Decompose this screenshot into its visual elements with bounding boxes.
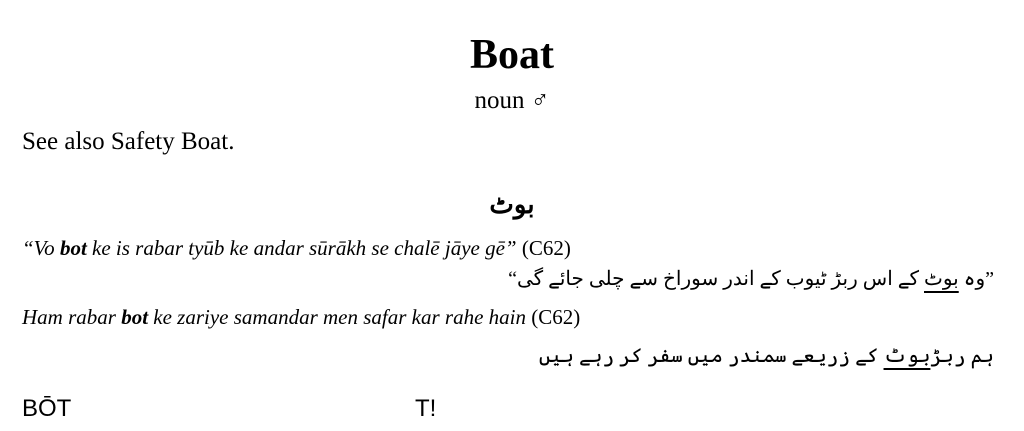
urdu-1-keyword: بوٹ bbox=[924, 268, 959, 290]
urdu-2-pre: ہم ربڑ bbox=[930, 345, 994, 367]
urdu-sentence-1 bbox=[508, 265, 994, 293]
entry-code: T! bbox=[415, 395, 437, 422]
transliteration: BŌT bbox=[22, 395, 72, 422]
urdu-2-keyword: بوٹ bbox=[883, 345, 931, 367]
example-2-citation: (C62) bbox=[531, 305, 581, 329]
example-sentence-2 bbox=[22, 304, 580, 330]
part-of-speech bbox=[0, 86, 1024, 116]
urdu-sentence-2 bbox=[539, 342, 994, 370]
part-of-speech-label: noun bbox=[474, 87, 525, 114]
urdu-1-post: کے اس ربڑ ٹیوب کے اندر سوراخ سے چلی جائے گی“ bbox=[508, 268, 924, 290]
urdu-1-pre: ”وہ bbox=[958, 268, 994, 290]
urdu-2-post: کے زریعے سمندر میں سفر کر رہے ہیں bbox=[538, 345, 884, 367]
example-sentence-1 bbox=[22, 235, 571, 261]
see-also-note: See also Safety Boat. bbox=[22, 128, 235, 155]
example-2-pre: Ham rabar bbox=[22, 305, 122, 329]
example-1-citation: (C62) bbox=[521, 236, 571, 260]
example-1-post: ke is rabar tyūb ke andar sūrākh se chalē jāye gē” bbox=[86, 236, 517, 260]
headword: Boat bbox=[470, 32, 554, 78]
example-2-keyword: bot bbox=[121, 305, 149, 329]
urdu-headword: بوٹ bbox=[489, 190, 535, 219]
example-1-keyword: bot bbox=[59, 236, 87, 260]
example-1-pre: “Vo bbox=[22, 236, 60, 260]
example-2-post: ke zariye samandar men safar kar rahe hain bbox=[148, 305, 526, 329]
male-gender-icon: ♂ bbox=[530, 87, 550, 114]
